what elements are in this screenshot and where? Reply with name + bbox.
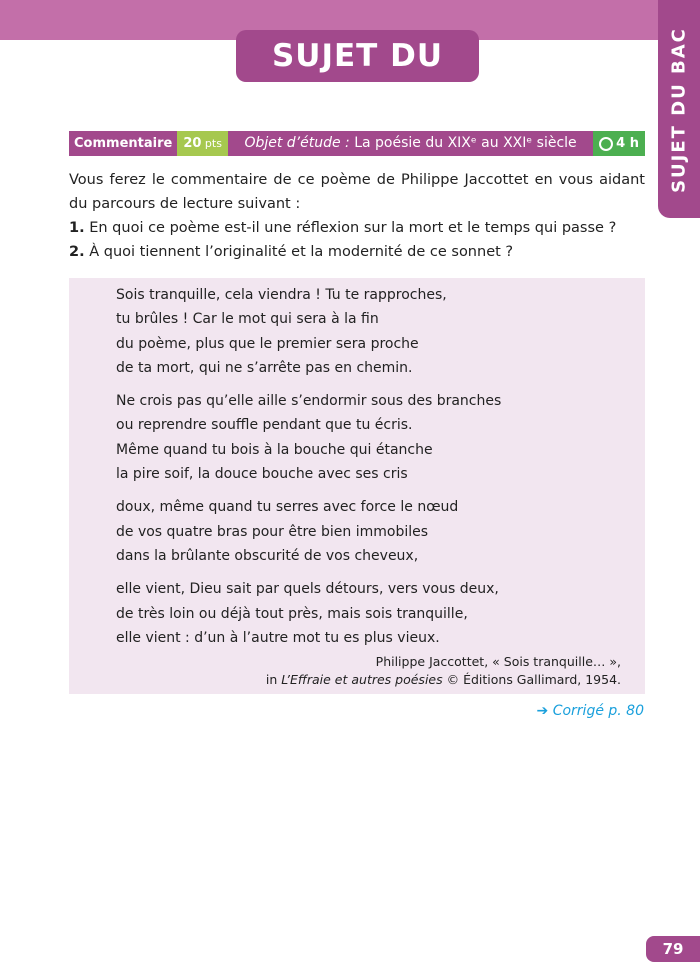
- poem-line: de très loin ou déjà tout près, mais sois tranquille,: [116, 605, 468, 622]
- stanza: [116, 495, 645, 568]
- instruction-text: Vous ferez le commentaire de ce poème de Philippe Jaccottet en vous aidant du parcours de lecture suivant :: [69, 172, 645, 212]
- q1-text: En quoi ce poème est-il une réflexion sur la mort et le temps qui passe ?: [84, 220, 617, 236]
- page-number: 79: [646, 936, 700, 962]
- source-book: L’Effraie et autres poésies: [281, 672, 443, 687]
- poem-box: [69, 278, 645, 694]
- source-author: Philippe Jaccottet, « Sois tranquille… »,: [375, 654, 621, 669]
- side-tab: [658, 0, 700, 218]
- side-tab-label: SUJET DU BAC: [668, 27, 690, 193]
- poem-line: la pire soif, la douce bouche avec ses cris: [116, 466, 408, 483]
- poem-line: doux, même quand tu serres avec force le nœud: [116, 499, 459, 516]
- question-1: [69, 216, 645, 240]
- question-2: [69, 240, 645, 264]
- stanza: [116, 283, 645, 380]
- poem-line: elle vient, Dieu sait par quels détours, vers vous deux,: [116, 581, 499, 598]
- duration: 4 h: [616, 136, 639, 151]
- poem-line: Ne crois pas qu’elle aille s’endormir sous des branches: [116, 393, 502, 410]
- objet-label: Objet d’étude :: [244, 135, 350, 151]
- poem-line: Sois tranquille, cela viendra ! Tu te rapproches,: [116, 287, 447, 303]
- instructions: [69, 168, 645, 264]
- subject-bar: [69, 131, 645, 156]
- poem-line: dans la brûlante obscurité de vos cheveux,: [116, 547, 419, 564]
- points-badge: [177, 131, 228, 156]
- objet-text: La poésie du XIXᵉ au XXIᵉ siècle: [349, 135, 577, 151]
- source-book-line: [266, 671, 621, 689]
- q2-num: 2.: [69, 244, 85, 260]
- poem-line: de vos quatre bras pour être bien immobiles: [116, 523, 429, 540]
- poem-line: Même quand tu bois à la bouche qui étanche: [116, 441, 433, 458]
- source-in: in: [265, 672, 282, 687]
- corrige-link[interactable]: ➔ Corrigé p. 80: [536, 703, 644, 719]
- page-title: SUJET DU BAC: [236, 30, 479, 82]
- stanza: [116, 389, 645, 486]
- poem-line: ou reprendre souffle pendant que tu écris.: [116, 417, 413, 434]
- objet-etude: [228, 131, 593, 156]
- stanza: [116, 577, 645, 650]
- poem-line: du poème, plus que le premier sera proche: [116, 335, 419, 352]
- q2-text: À quoi tiennent l’originalité et la modernité de ce sonnet ?: [84, 244, 514, 260]
- clock-icon: [599, 137, 613, 151]
- poem-line: tu brûles ! Car le mot qui sera à la fin: [116, 311, 379, 328]
- poem-line: elle vient : d’un à l’autre mot tu es plus vieux.: [116, 629, 440, 646]
- q1-num: 1.: [69, 220, 85, 236]
- points-unit: pts: [201, 137, 222, 150]
- poem-source: [266, 653, 621, 689]
- points-value: 20: [183, 136, 202, 151]
- poem-line: de ta mort, qui ne s’arrête pas en chemin.: [116, 359, 413, 376]
- source-publisher: © Éditions Gallimard, 1954.: [442, 672, 621, 687]
- exercise-type: Commentaire: [69, 131, 177, 156]
- duration-badge: [593, 131, 645, 156]
